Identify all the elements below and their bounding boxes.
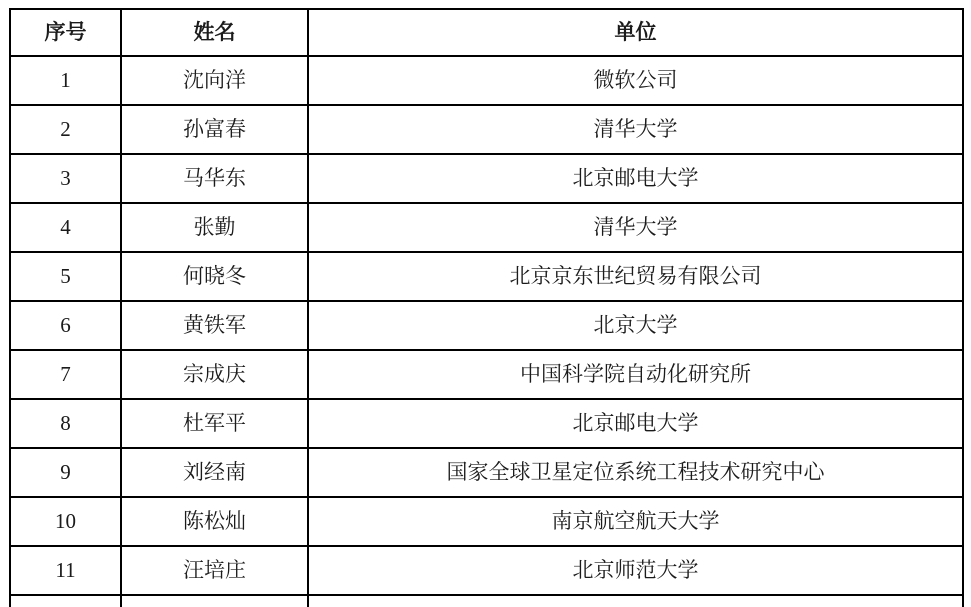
table-row [10,154,963,203]
cell-no: 11 [10,546,121,595]
cell-org: 微软公司 [308,56,963,105]
table-row [10,497,963,546]
column-header-name: 姓名 [121,9,308,56]
cell-name: 孙富春 [121,105,308,154]
cell-name: 宗成庆 [121,350,308,399]
column-header-no: 序号 [10,9,121,56]
clipped-row [10,595,963,607]
cell-org: 北京大学 [308,301,963,350]
cell-name: 陈松灿 [121,497,308,546]
cell-no: 1 [10,56,121,105]
cell-no: 2 [10,105,121,154]
cell-org: 南京航空航天大学 [308,497,963,546]
cell-name: 沈向洋 [121,56,308,105]
cell-org [308,595,963,607]
cell-no: 10 [10,497,121,546]
cell-org: 清华大学 [308,105,963,154]
cell-no: 7 [10,350,121,399]
cell-org: 北京邮电大学 [308,154,963,203]
table-row [10,301,963,350]
cell-no: 9 [10,448,121,497]
header-row [10,9,963,56]
table-row [10,105,963,154]
cell-no: 5 [10,252,121,301]
cell-name: 刘经南 [121,448,308,497]
table-row [10,448,963,497]
table-row [10,56,963,105]
table-row [10,252,963,301]
cell-no [10,595,121,607]
cell-name [121,595,308,607]
cell-name: 汪培庄 [121,546,308,595]
cell-name: 何晓冬 [121,252,308,301]
cell-name: 黄铁军 [121,301,308,350]
table-row [10,546,963,595]
cell-no: 6 [10,301,121,350]
cell-name: 杜军平 [121,399,308,448]
cell-org: 北京师范大学 [308,546,963,595]
cell-no: 3 [10,154,121,203]
column-header-org: 单位 [308,9,963,56]
cell-org: 中国科学院自动化研究所 [308,350,963,399]
table-row [10,203,963,252]
table-row [10,350,963,399]
cell-org: 国家全球卫星定位系统工程技术研究中心 [308,448,963,497]
roster-table [9,8,964,607]
cell-no: 8 [10,399,121,448]
cell-no: 4 [10,203,121,252]
cell-org: 清华大学 [308,203,963,252]
cell-name: 张勤 [121,203,308,252]
cell-name: 马华东 [121,154,308,203]
cell-org: 北京京东世纪贸易有限公司 [308,252,963,301]
table-row [10,399,963,448]
cell-org: 北京邮电大学 [308,399,963,448]
